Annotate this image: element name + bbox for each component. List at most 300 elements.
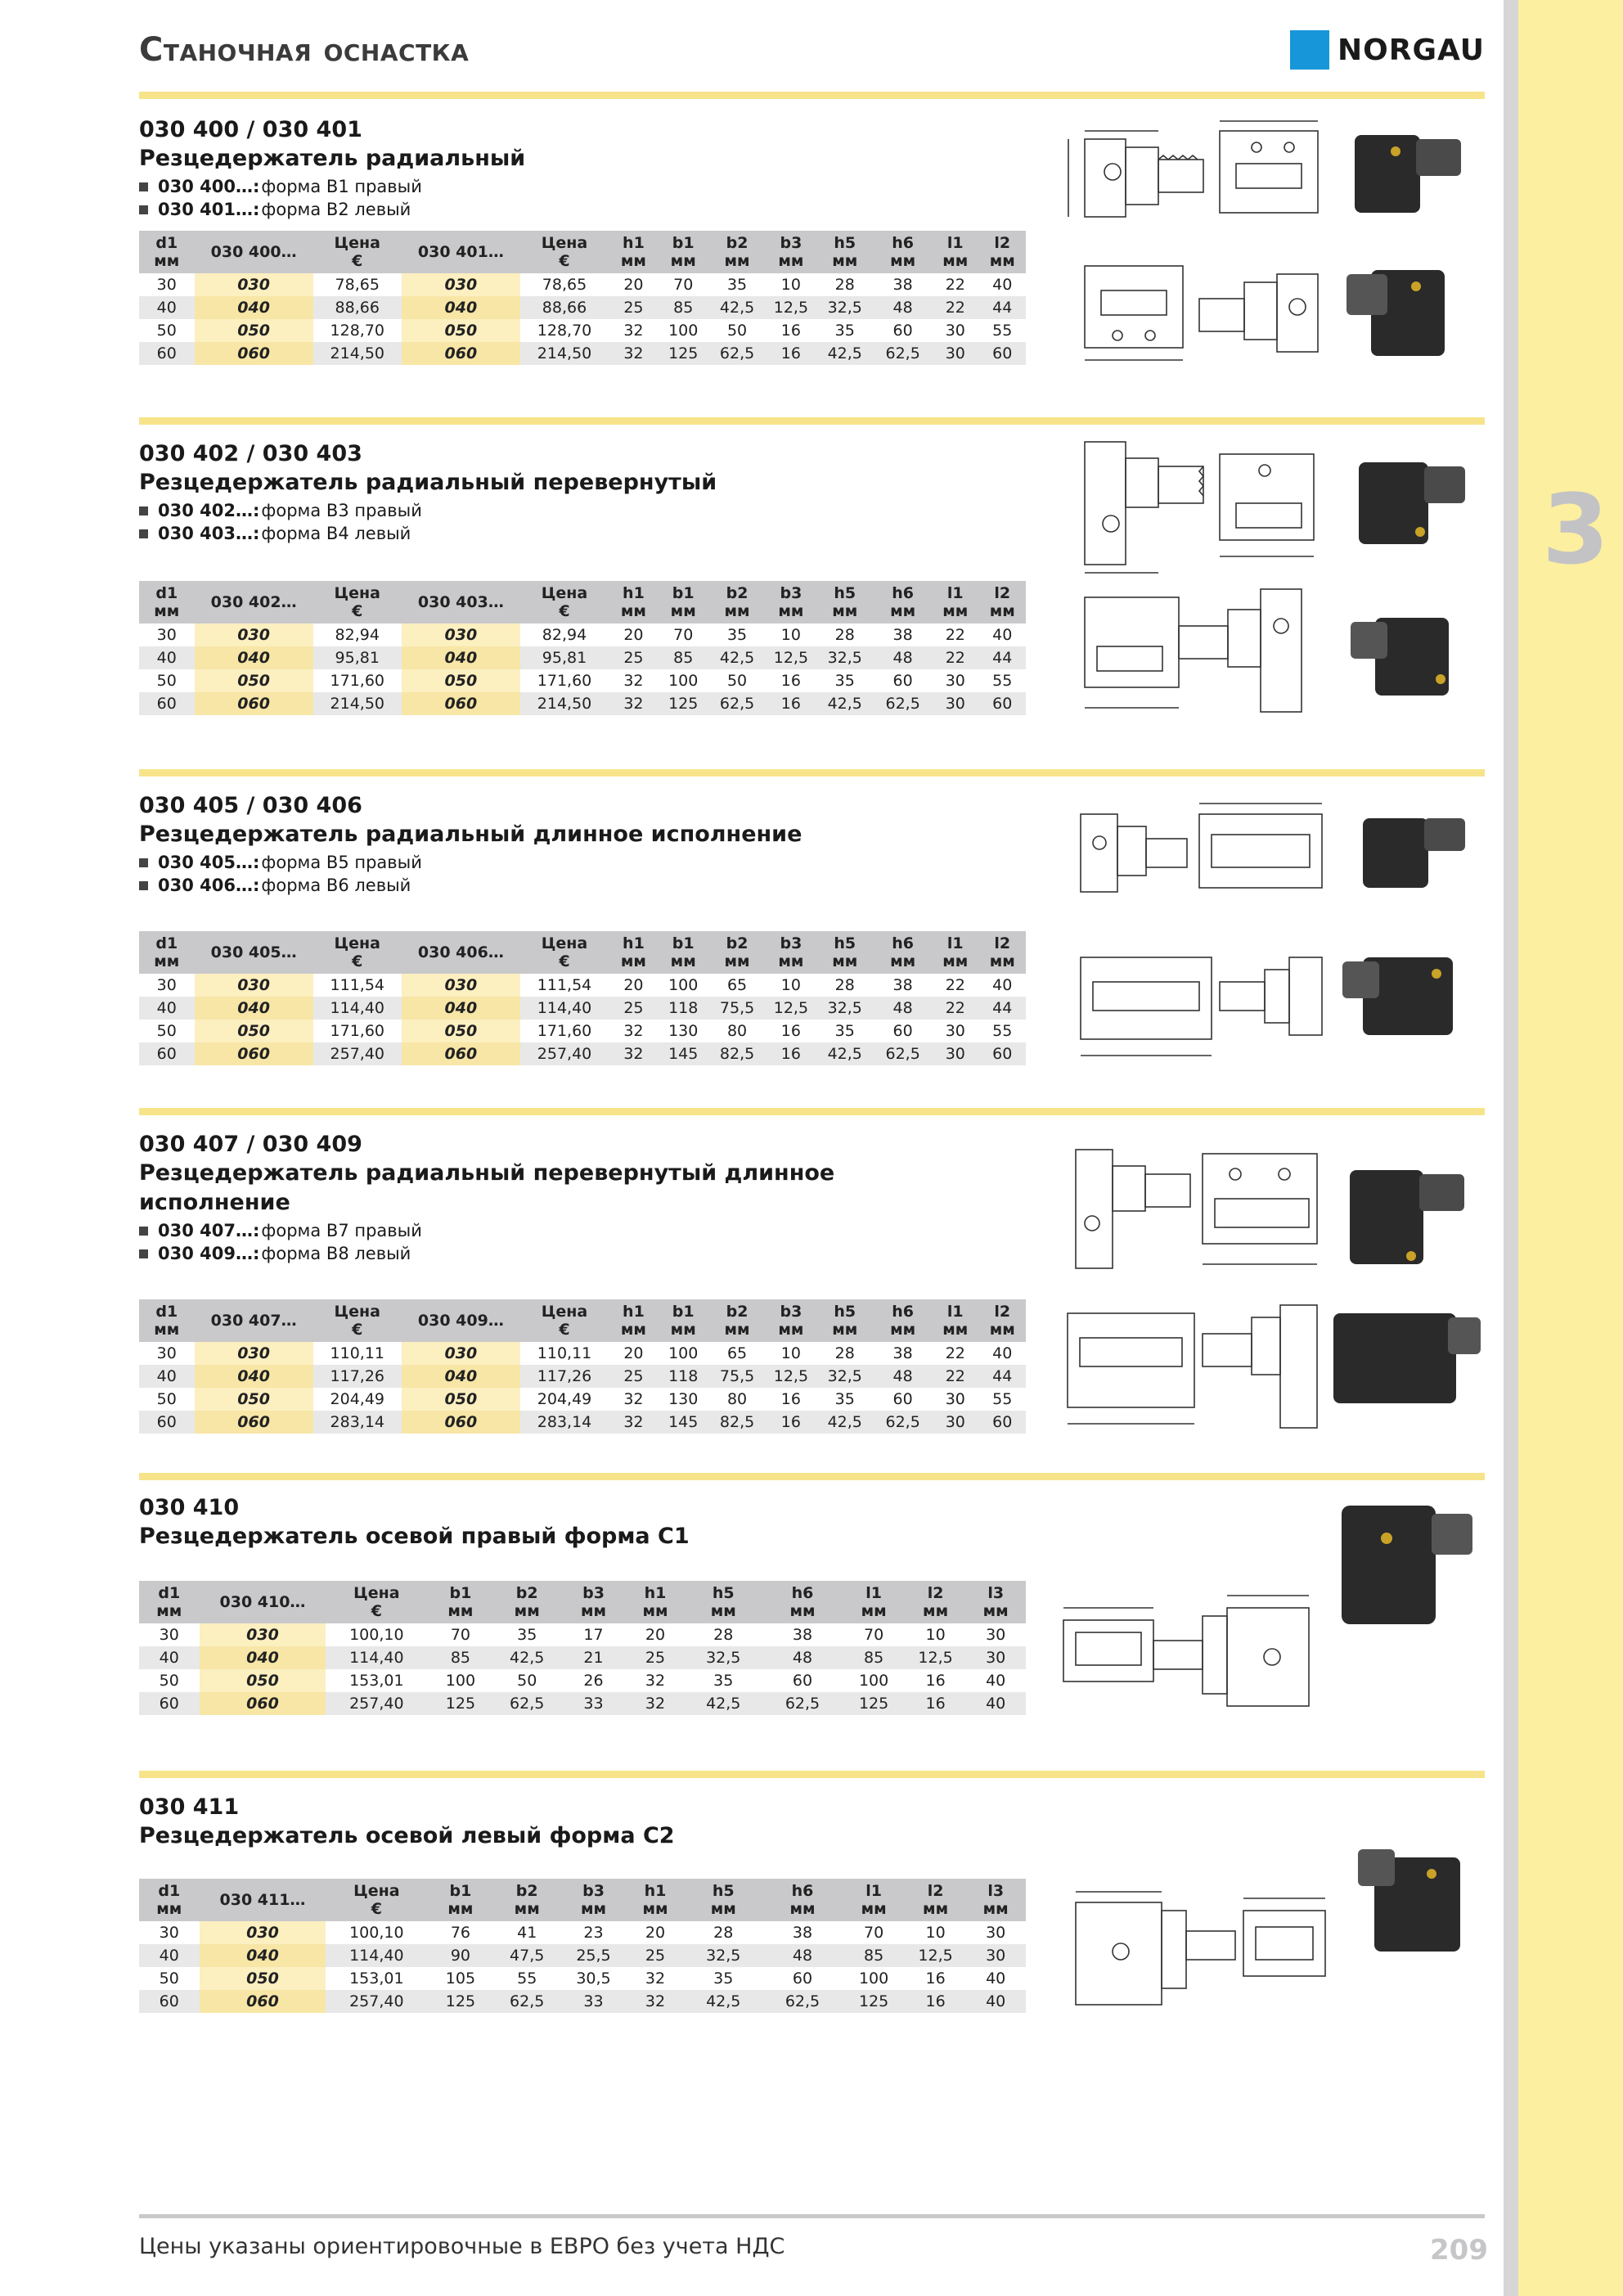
table-cell: 33 (560, 1990, 627, 2013)
table-cell: 30,5 (576, 1970, 611, 1988)
column-header: l3 мм (965, 1879, 1026, 1921)
product-photo-b5-b6 (1338, 794, 1494, 1080)
table-cell: 32 (645, 1672, 666, 1690)
table-row (139, 1388, 1026, 1411)
article-code-cell: 030 (200, 1921, 326, 1944)
table-cell: 62,5 (874, 692, 932, 715)
section-title: Резцедержатель радиальный длинное исполнение (139, 822, 803, 847)
column-header: h5 мм (816, 231, 874, 273)
table-cell: 82,94 (542, 626, 587, 644)
product-photo-b7-b8 (1325, 1141, 1489, 1444)
article-code-cell: 050 (195, 1388, 313, 1411)
table-cell: 75,5 (708, 997, 767, 1020)
table-cell: 62,5 (874, 1411, 932, 1434)
table-cell: 40 (139, 1365, 195, 1388)
table-cell: 20 (623, 1344, 644, 1362)
column-header: Цена € (326, 1879, 427, 1921)
table-cell: 20 (645, 1924, 666, 1942)
variant-item: 030 401…: форма B2 левый (139, 198, 1031, 221)
table-cell: 60 (792, 1672, 813, 1690)
table-cell: 17 (583, 1626, 604, 1644)
table-cell: 28 (834, 276, 855, 294)
table-cell: 40 (986, 1672, 1006, 1690)
table-cell: 25 (609, 296, 659, 319)
table-cell: 44 (979, 997, 1027, 1020)
column-header: 030 409… (402, 1299, 520, 1342)
column-header: h6 мм (874, 231, 932, 273)
column-header: l1 мм (932, 1299, 978, 1342)
section-030410 (139, 1494, 1031, 1551)
variant-item: 030 402…: форма B3 правый (139, 499, 1031, 522)
table-cell: 32,5 (684, 1646, 763, 1669)
article-code-cell: 040 (195, 646, 313, 669)
column-header: d1 мм (139, 931, 195, 974)
column-header: l2 мм (979, 931, 1027, 974)
table-cell: 44 (979, 296, 1027, 319)
table-cell: 257,40 (326, 1990, 427, 2013)
column-header: 030 403… (402, 581, 520, 624)
chapter-number: 3 (1541, 473, 1610, 586)
table-cell: 12,5 (906, 1944, 966, 1967)
table-cell: 20 (645, 1626, 666, 1644)
column-header: Цена € (520, 931, 609, 974)
column-header: l2 мм (979, 1299, 1027, 1342)
table-cell: 41 (517, 1924, 537, 1942)
column-header: l1 мм (842, 1581, 905, 1623)
table-cell: 25,5 (560, 1944, 627, 1967)
table-cell: 100 (858, 1970, 889, 1988)
column-header: l1 мм (842, 1879, 905, 1921)
table-cell: 50 (156, 322, 177, 340)
table-cell: 28 (834, 976, 855, 994)
table-row (139, 1669, 1026, 1692)
table-cell: 48 (874, 1365, 932, 1388)
table-cell: 35 (834, 672, 855, 690)
table-cell: 257,40 (326, 1692, 427, 1715)
table-cell: 38 (892, 1344, 913, 1362)
table-cell: 60 (139, 1411, 195, 1434)
table-cell: 40 (965, 1692, 1026, 1715)
column-header: h5 мм (684, 1581, 763, 1623)
table-cell: 22 (945, 276, 965, 294)
table-cell: 38 (892, 626, 913, 644)
table-cell: 50 (159, 1672, 179, 1690)
table-cell: 28 (834, 626, 855, 644)
table-cell: 32 (609, 342, 659, 365)
table-cell: 60 (139, 1990, 200, 2013)
table-cell: 42,5 (684, 1990, 763, 2013)
article-code-cell: 050 (195, 319, 313, 342)
table-cell: 60 (979, 1042, 1027, 1065)
spec-table-030402 (139, 581, 1026, 715)
table-cell: 257,40 (520, 1042, 609, 1065)
table-cell: 114,40 (326, 1944, 427, 1967)
product-photo-b1-b2 (1338, 115, 1494, 385)
column-header: d1 мм (139, 1879, 200, 1921)
section-code: 030 410 (139, 1495, 240, 1520)
table-cell: 42,5 (816, 342, 874, 365)
table-cell: 55 (517, 1970, 537, 1988)
table-cell: 30 (945, 1390, 965, 1408)
table-cell: 22 (932, 296, 978, 319)
table-cell: 30 (156, 1344, 177, 1362)
table-cell: 50 (159, 1970, 179, 1988)
table-cell: 35 (517, 1626, 537, 1644)
column-header: 030 410… (200, 1581, 326, 1623)
column-header: b2 мм (708, 231, 767, 273)
column-header: Цена € (326, 1581, 427, 1623)
column-header: h5 мм (816, 1299, 874, 1342)
table-cell: 32 (623, 1022, 644, 1040)
article-code-cell: 060 (195, 342, 313, 365)
table-cell: 50 (726, 672, 748, 690)
table-cell: 30 (932, 342, 978, 365)
column-header: l1 мм (932, 581, 978, 624)
table-cell: 62,5 (874, 1042, 932, 1065)
table-cell: 40 (992, 976, 1013, 994)
spec-table-030400 (139, 231, 1026, 365)
table-cell: 30 (986, 1626, 1006, 1644)
column-header: Цена € (313, 231, 402, 273)
table-cell: 111,54 (537, 976, 592, 994)
article-code-cell: 060 (402, 1042, 520, 1065)
table-cell: 214,50 (520, 692, 609, 715)
column-header: b2 мм (708, 1299, 767, 1342)
spec-table-030407 (139, 1299, 1026, 1434)
table-cell: 125 (659, 692, 708, 715)
table-row (139, 997, 1026, 1020)
article-code-cell: 060 (195, 1042, 313, 1065)
column-header: d1 мм (139, 1299, 195, 1342)
technical-drawing-b5-b6 (1060, 794, 1338, 1080)
column-header: b2 мм (494, 1879, 560, 1921)
table-cell: 125 (842, 1990, 905, 2013)
table-cell: 80 (726, 1390, 748, 1408)
spec-table-030405 (139, 931, 1026, 1065)
article-code-cell: 030 (195, 974, 313, 997)
variant-item: 030 403…: форма B4 левый (139, 522, 1031, 545)
table-cell: 62,5 (763, 1692, 843, 1715)
article-code-cell: 040 (195, 997, 313, 1020)
article-code-cell: 040 (195, 296, 313, 319)
table-cell: 62,5 (763, 1990, 843, 2013)
article-code-cell: 040 (402, 296, 520, 319)
table-cell: 82,5 (708, 1042, 767, 1065)
table-cell: 100,10 (349, 1924, 404, 1942)
technical-drawing-b1-b2 (1060, 115, 1338, 385)
table-cell: 60 (892, 1022, 913, 1040)
column-header: b1 мм (659, 581, 708, 624)
table-cell: 47,5 (494, 1944, 560, 1967)
table-cell: 62,5 (494, 1990, 560, 2013)
section-title: Резцедержатель радиальный перевернутый длинное исполнение (139, 1160, 835, 1215)
table-cell: 22 (945, 626, 965, 644)
table-cell: 153,01 (349, 1672, 404, 1690)
section-divider (139, 1771, 1485, 1778)
table-cell: 100,10 (349, 1626, 404, 1644)
table-row (139, 1020, 1026, 1042)
table-cell: 95,81 (520, 646, 609, 669)
table-cell: 65 (726, 976, 748, 994)
table-cell: 145 (659, 1042, 708, 1065)
column-header: h6 мм (763, 1879, 843, 1921)
table-cell: 40 (139, 296, 195, 319)
column-header: h1 мм (627, 1879, 684, 1921)
article-code-cell: 060 (402, 342, 520, 365)
table-cell: 75,5 (708, 1365, 767, 1388)
table-cell: 110,11 (537, 1344, 592, 1362)
article-code-cell: 060 (195, 692, 313, 715)
table-cell: 32 (609, 1042, 659, 1065)
table-cell: 16 (780, 322, 801, 340)
table-cell: 40 (139, 997, 195, 1020)
table-cell: 85 (659, 646, 708, 669)
article-code-cell: 060 (402, 1411, 520, 1434)
table-cell: 62,5 (708, 342, 767, 365)
table-cell: 171,60 (330, 672, 384, 690)
table-cell: 50 (156, 1390, 177, 1408)
table-cell: 25 (627, 1646, 684, 1669)
table-cell: 32,5 (816, 296, 874, 319)
table-row (139, 1921, 1026, 1944)
table-cell: 10 (780, 976, 801, 994)
table-cell: 60 (979, 342, 1027, 365)
article-code-cell: 040 (402, 646, 520, 669)
table-row (139, 1623, 1026, 1646)
table-row (139, 1692, 1026, 1715)
article-code-cell: 040 (200, 1646, 326, 1669)
section-030400 (139, 116, 1031, 221)
table-row (139, 319, 1026, 342)
column-header: b1 мм (659, 931, 708, 974)
column-header: b1 мм (659, 231, 708, 273)
table-cell: 16 (767, 1411, 816, 1434)
column-header: h1 мм (609, 581, 659, 624)
table-cell: 12,5 (906, 1646, 966, 1669)
table-cell: 10 (925, 1626, 946, 1644)
table-cell: 88,66 (313, 296, 402, 319)
column-header: Цена € (313, 931, 402, 974)
column-header: 030 400… (195, 231, 313, 273)
table-row (139, 296, 1026, 319)
table-cell: 30 (156, 276, 177, 294)
table-row (139, 1342, 1026, 1365)
article-code-cell: 030 (402, 1342, 520, 1365)
article-code-cell: 030 (195, 273, 313, 296)
table-cell: 28 (834, 1344, 855, 1362)
table-cell: 76 (450, 1924, 470, 1942)
table-row (139, 342, 1026, 365)
table-cell: 10 (780, 276, 801, 294)
column-header: h1 мм (609, 231, 659, 273)
table-cell: 48 (763, 1646, 843, 1669)
table-cell: 28 (713, 1924, 734, 1942)
table-cell: 38 (892, 976, 913, 994)
table-cell: 30 (945, 1022, 965, 1040)
footer-note: Цены указаны ориентировочные в ЕВРО без учета НДС (139, 2234, 785, 2259)
article-code-cell: 060 (200, 1990, 326, 2013)
article-code-cell: 030 (195, 624, 313, 646)
table-cell: 130 (668, 1390, 699, 1408)
table-cell: 12,5 (767, 1365, 816, 1388)
table-cell: 22 (945, 976, 965, 994)
table-cell: 85 (659, 296, 708, 319)
table-cell: 62,5 (494, 1692, 560, 1715)
table-row (139, 692, 1026, 715)
article-code-cell: 050 (402, 319, 520, 342)
column-header: l2 мм (979, 231, 1027, 273)
table-cell: 40 (992, 276, 1013, 294)
table-cell: 85 (427, 1646, 493, 1669)
article-code-cell: 030 (402, 624, 520, 646)
article-code-cell: 030 (195, 1342, 313, 1365)
table-cell: 26 (583, 1672, 604, 1690)
table-cell: 30 (965, 1944, 1026, 1967)
table-cell: 35 (726, 626, 748, 644)
section-code: 030 407 / 030 409 (139, 1132, 362, 1157)
column-header: l1 мм (932, 931, 978, 974)
table-cell: 25 (609, 997, 659, 1020)
table-cell: 60 (892, 672, 913, 690)
article-code-cell: 050 (402, 1020, 520, 1042)
table-cell: 204,49 (330, 1390, 384, 1408)
table-cell: 30 (986, 1924, 1006, 1942)
column-header: d1 мм (139, 231, 195, 273)
column-header: 030 401… (402, 231, 520, 273)
column-header: h5 мм (684, 1879, 763, 1921)
section-title: Резцедержатель радиальный перевернутый (139, 470, 717, 495)
table-cell: 35 (713, 1672, 734, 1690)
footer-rule (139, 2214, 1485, 2218)
table-cell: 70 (673, 626, 694, 644)
table-cell: 32,5 (816, 997, 874, 1020)
column-header: Цена € (520, 581, 609, 624)
table-cell: 70 (864, 1626, 884, 1644)
column-header: h6 мм (874, 931, 932, 974)
table-cell: 16 (780, 1390, 801, 1408)
table-cell: 48 (874, 296, 932, 319)
table-cell: 257,40 (313, 1042, 402, 1065)
column-header: Цена € (313, 581, 402, 624)
table-row (139, 624, 1026, 646)
table-cell: 30 (945, 322, 965, 340)
table-cell: 32 (623, 322, 644, 340)
column-header: l2 мм (906, 1879, 966, 1921)
table-cell: 55 (992, 1390, 1013, 1408)
table-cell: 16 (780, 672, 801, 690)
column-header: l2 мм (906, 1581, 966, 1623)
column-header: 030 411… (200, 1879, 326, 1921)
technical-drawing-b3-b4 (1060, 438, 1338, 732)
table-cell: 60 (139, 692, 195, 715)
table-cell: 88,66 (520, 296, 609, 319)
table-cell: 125 (659, 342, 708, 365)
table-cell: 60 (139, 342, 195, 365)
article-code-cell: 040 (402, 1365, 520, 1388)
table-cell: 95,81 (313, 646, 402, 669)
table-cell: 100 (858, 1672, 889, 1690)
table-cell: 16 (925, 1970, 946, 1988)
table-cell: 100 (668, 976, 699, 994)
table-cell: 114,40 (313, 997, 402, 1020)
article-code-cell: 030 (402, 273, 520, 296)
table-cell: 171,60 (330, 1022, 384, 1040)
column-header: Цена € (520, 1299, 609, 1342)
column-header: 030 402… (195, 581, 313, 624)
table-cell: 85 (842, 1646, 905, 1669)
column-header: b2 мм (708, 931, 767, 974)
table-cell: 114,40 (326, 1646, 427, 1669)
table-cell: 214,50 (520, 342, 609, 365)
brand-name: NORGAU (1338, 33, 1485, 67)
table-cell: 16 (906, 1692, 966, 1715)
table-cell: 32,5 (684, 1944, 763, 1967)
page-number: 209 (1430, 2234, 1488, 2267)
section-divider (139, 1473, 1485, 1480)
table-cell: 50 (156, 672, 177, 690)
section-divider (139, 417, 1485, 425)
article-code-cell: 040 (402, 997, 520, 1020)
table-cell: 35 (834, 322, 855, 340)
table-cell: 105 (445, 1970, 476, 1988)
table-cell: 78,65 (542, 276, 587, 294)
column-header: Цена € (313, 1299, 402, 1342)
table-cell: 48 (874, 997, 932, 1020)
table-cell: 38 (892, 276, 913, 294)
table-cell: 30 (932, 692, 978, 715)
table-cell: 38 (792, 1924, 813, 1942)
table-cell: 40 (139, 646, 195, 669)
table-cell: 100 (668, 322, 699, 340)
table-cell: 20 (623, 276, 644, 294)
table-cell: 12,5 (767, 646, 816, 669)
table-cell: 125 (842, 1692, 905, 1715)
variant-item: 030 409…: форма B8 левый (139, 1242, 941, 1265)
table-row (139, 1365, 1026, 1388)
section-030402 (139, 440, 1031, 545)
table-cell: 42,5 (494, 1646, 560, 1669)
table-row (139, 1944, 1026, 1967)
table-cell: 40 (992, 626, 1013, 644)
table-cell: 42,5 (684, 1692, 763, 1715)
section-title: Резцедержатель осевой левый форма C2 (139, 1823, 675, 1848)
table-cell: 32 (623, 672, 644, 690)
table-cell: 125 (427, 1692, 493, 1715)
column-header: h1 мм (627, 1581, 684, 1623)
table-cell: 70 (673, 276, 694, 294)
table-cell: 130 (668, 1022, 699, 1040)
table-cell: 128,70 (537, 322, 592, 340)
section-title: Резцедержатель осевой правый форма C1 (139, 1524, 690, 1549)
table-cell: 12,5 (767, 997, 816, 1020)
table-cell: 10 (780, 1344, 801, 1362)
table-cell: 42,5 (708, 296, 767, 319)
table-cell: 55 (992, 672, 1013, 690)
column-header: b2 мм (708, 581, 767, 624)
table-cell: 16 (767, 342, 816, 365)
table-cell: 12,5 (767, 296, 816, 319)
table-cell: 32,5 (816, 646, 874, 669)
table-cell: 30 (156, 976, 177, 994)
table-cell: 60 (139, 1042, 195, 1065)
table-cell: 62,5 (874, 342, 932, 365)
table-row (139, 646, 1026, 669)
table-cell: 90 (427, 1944, 493, 1967)
table-cell: 55 (992, 1022, 1013, 1040)
article-code-cell: 030 (200, 1623, 326, 1646)
article-code-cell: 060 (402, 692, 520, 715)
column-header: b3 мм (767, 1299, 816, 1342)
